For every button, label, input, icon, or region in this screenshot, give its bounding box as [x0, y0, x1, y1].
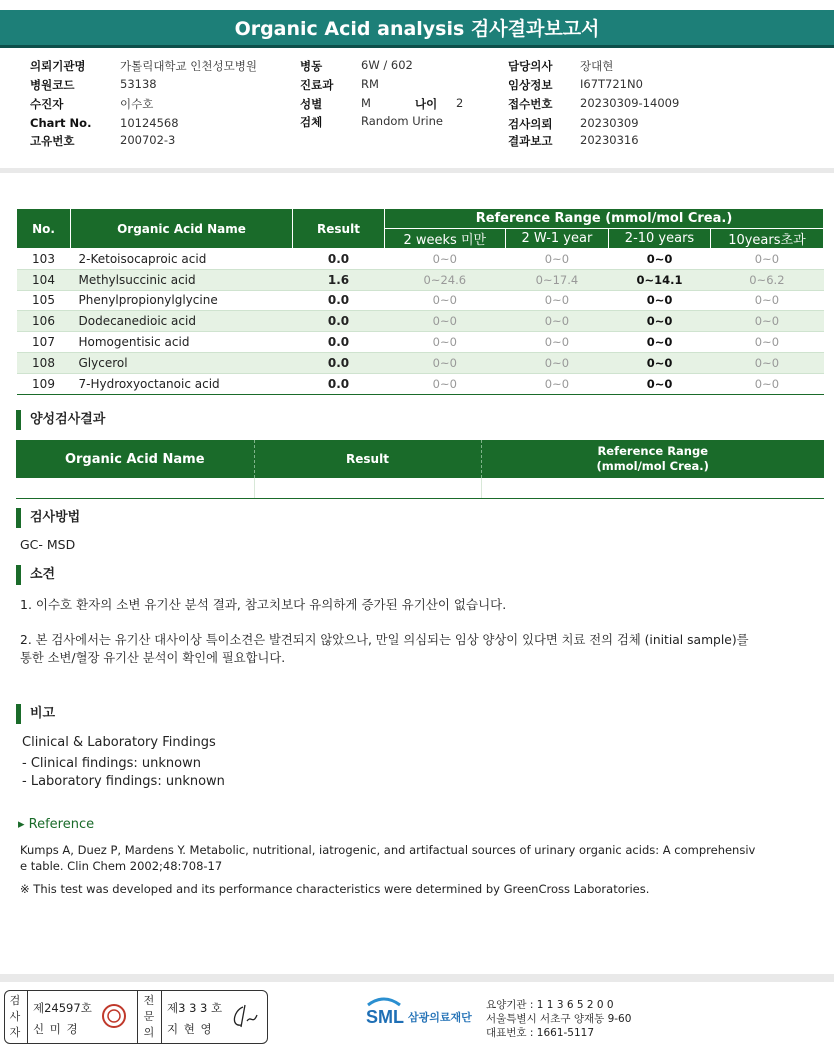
tester-name: 신 미 경	[33, 1022, 79, 1036]
info-label-institution: 의뢰기관명	[30, 59, 86, 73]
cell-range-1: 0~0	[385, 352, 506, 373]
info-value-unique-no: 200702-3	[120, 133, 176, 147]
opinion-heading: 소견	[16, 565, 55, 585]
cell-no: 109	[17, 373, 71, 394]
table-row	[17, 269, 824, 290]
cell-range-1: 0~0	[385, 373, 506, 394]
info-value-department: RM	[361, 77, 379, 91]
cell-range-3: 0~14.1	[609, 269, 711, 290]
remarks-title: Clinical & Laboratory Findings	[22, 735, 216, 750]
remarks-clinical: - Clinical findings: unknown	[22, 756, 201, 771]
opinion-paragraph-2-line1: 2. 본 검사에서는 유기산 대사이상 특이소견은 발견되지 않았으나, 만일 의심되는 임상 양상이 있다면 치료 전의 검체 (initial sample)를	[20, 633, 749, 647]
table-row	[17, 332, 824, 353]
col-header-name: Organic Acid Name	[71, 209, 293, 249]
cell-range-1: 0~0	[385, 332, 506, 353]
table-row	[17, 311, 824, 332]
cell-no: 107	[17, 332, 71, 353]
cell-result: 1.6	[293, 269, 385, 290]
info-label-chart-no: Chart No.	[30, 116, 92, 130]
col-header-no: No.	[17, 209, 71, 249]
footer-address	[486, 998, 631, 1040]
cell-range-4: 0~0	[710, 373, 823, 394]
positive-results-table	[16, 440, 824, 499]
col-header-result: Result	[293, 209, 385, 249]
cell-range-1: 0~24.6	[385, 269, 506, 290]
table-row	[17, 373, 824, 394]
cell-range-1: 0~0	[385, 311, 506, 332]
info-label-age: 나이	[415, 97, 438, 111]
col-header-range-4: 10years초과	[710, 229, 823, 249]
cell-range-2: 0~0	[505, 290, 609, 311]
reference-citation-line1: Kumps A, Duez P, Mardens Y. Metabolic, nutritional, iatrogenic, and artifactual sources of urinary organic acids: A comprehensiv	[20, 843, 756, 857]
info-value-report-date: 20230316	[580, 133, 639, 147]
info-value-receipt-no: 20230309-14009	[580, 96, 680, 110]
cell-result: 0.0	[293, 332, 385, 353]
cell-range-3: 0~0	[609, 352, 711, 373]
info-value-sex: M	[361, 96, 371, 110]
divider-band	[0, 168, 834, 173]
info-label-report-date: 결과보고	[508, 134, 553, 148]
cell-no: 103	[17, 249, 71, 270]
doctor-vertical-label: 전 문 의	[143, 994, 155, 1039]
cell-result: 0.0	[293, 311, 385, 332]
cell-range-1: 0~0	[385, 290, 506, 311]
cell-range-1: 0~0	[385, 249, 506, 270]
info-value-doctor: 장대현	[580, 59, 614, 73]
col-header-range-2: 2 W-1 year	[505, 229, 609, 249]
remarks-laboratory: - Laboratory findings: unknown	[22, 774, 225, 789]
info-label-doctor: 담당의사	[508, 59, 553, 73]
cell-range-3: 0~0	[609, 249, 711, 270]
cell-range-2: 0~0	[505, 249, 609, 270]
table-row	[17, 352, 824, 373]
opinion-paragraph-1: 1. 이수호 환자의 소변 유기산 분석 결과, 참고치보다 유의하게 증가된 유기산이 없습니다.	[20, 597, 507, 612]
patient-info	[0, 56, 834, 154]
cell-range-3: 0~0	[609, 373, 711, 394]
info-label-unique-no: 고유번호	[30, 134, 75, 148]
info-value-ward: 6W / 602	[361, 58, 413, 72]
positive-col-name: Organic Acid Name	[16, 440, 254, 478]
doctor-signature-icon	[227, 1001, 263, 1033]
cell-no: 104	[17, 269, 71, 290]
cell-result: 0.0	[293, 290, 385, 311]
info-label-receipt-no: 접수번호	[508, 97, 553, 111]
info-label-request-date: 검사의뢰	[508, 117, 553, 131]
sml-logo-icon	[364, 995, 484, 1035]
cell-range-3: 0~0	[609, 311, 711, 332]
reference-citation-line2: e table. Clin Chem 2002;48:708-17	[20, 859, 223, 873]
tester-license-no: 제24597호	[33, 1001, 92, 1015]
cell-result: 0.0	[293, 249, 385, 270]
positive-col-result: Result	[254, 440, 481, 478]
cell-range-3: 0~0	[609, 290, 711, 311]
positive-col-reference	[481, 440, 824, 478]
info-label-sex: 성별	[300, 97, 323, 111]
col-header-range-3: 2-10 years	[609, 229, 711, 249]
info-label-clinical-info: 임상정보	[508, 78, 553, 92]
footer-institution-code: 요양기관 : 1 1 3 6 5 2 0 0	[486, 999, 614, 1011]
col-header-reference: Reference Range (mmol/mol Crea.)	[385, 209, 824, 229]
results-table	[16, 208, 824, 395]
cell-result: 0.0	[293, 352, 385, 373]
cell-no: 106	[17, 311, 71, 332]
cell-name: Methylsuccinic acid	[71, 269, 293, 290]
method-heading: 검사방법	[16, 508, 80, 528]
cell-range-4: 0~6.2	[710, 269, 823, 290]
cell-no: 105	[17, 290, 71, 311]
cell-range-4: 0~0	[710, 290, 823, 311]
cell-range-2: 0~0	[505, 352, 609, 373]
organization-logo	[364, 995, 484, 1038]
cell-name: Glycerol	[71, 352, 293, 373]
positive-ref-line2: (mmol/mol Crea.)	[596, 459, 709, 473]
cell-name: Dodecanedioic acid	[71, 311, 293, 332]
reference-note: ※ This test was developed and its performance characteristics were determined by GreenCross Laboratories.	[20, 882, 650, 896]
doctor-license-no: 제3 3 3 호	[167, 1001, 223, 1015]
logo-text: SML	[366, 1007, 404, 1027]
footer-divider	[0, 974, 834, 982]
table-row	[16, 478, 824, 498]
doctor-name: 지 현 영	[167, 1022, 213, 1036]
col-header-range-1: 2 weeks 미만	[385, 229, 506, 249]
positive-ref-line1: Reference Range	[597, 444, 709, 458]
info-value-patient: 이수호	[120, 97, 154, 111]
tester-vertical-label: 검 사 자	[9, 994, 21, 1039]
remarks-heading: 비고	[16, 704, 55, 724]
cell-range-3: 0~0	[609, 332, 711, 353]
organization-name: 삼광의료재단	[408, 1011, 472, 1024]
cell-range-4: 0~0	[710, 332, 823, 353]
info-value-specimen: Random Urine	[361, 114, 443, 128]
tester-seal-icon	[101, 1003, 127, 1029]
table-row	[17, 249, 824, 270]
info-value-hospital-code: 53138	[120, 77, 157, 91]
report-title: Organic Acid analysis 검사결과보고서	[0, 10, 834, 48]
footer-address-line: 서울특별시 서초구 양재동 9-60	[486, 1013, 632, 1025]
table-row	[17, 290, 824, 311]
cell-range-4: 0~0	[710, 249, 823, 270]
cell-name: 7-Hydroxyoctanoic acid	[71, 373, 293, 394]
cell-range-4: 0~0	[710, 352, 823, 373]
cell-name: Phenylpropionylglycine	[71, 290, 293, 311]
positive-results-heading: 양성검사결과	[16, 410, 105, 430]
cell-range-2: 0~17.4	[505, 269, 609, 290]
cell-range-4: 0~0	[710, 311, 823, 332]
opinion-paragraph-2-line2: 통한 소변/혈장 유기산 분석이 확인에 필요합니다.	[20, 651, 286, 665]
cell-range-2: 0~0	[505, 373, 609, 394]
info-value-clinical-info: I67T721N0	[580, 77, 643, 91]
info-value-chart-no: 10124568	[120, 116, 179, 130]
info-label-ward: 병동	[300, 59, 323, 73]
info-label-department: 진료과	[300, 78, 334, 92]
cell-name: Homogentisic acid	[71, 332, 293, 353]
info-value-institution: 가톨릭대학교 인천성모병원	[120, 59, 257, 73]
info-label-hospital-code: 병원코드	[30, 78, 75, 92]
cell-result: 0.0	[293, 373, 385, 394]
info-label-specimen: 검체	[300, 115, 323, 129]
cell-range-2: 0~0	[505, 311, 609, 332]
footer-phone: 대표번호 : 1661-5117	[486, 1027, 595, 1039]
reference-heading: ▸ Reference	[18, 817, 95, 832]
cell-name: 2-Ketoisocaproic acid	[71, 249, 293, 270]
cell-no: 108	[17, 352, 71, 373]
method-text: GC- MSD	[20, 537, 76, 552]
signature-box	[4, 990, 268, 1044]
info-value-request-date: 20230309	[580, 116, 639, 130]
info-value-age: 2	[456, 96, 464, 110]
info-label-patient: 수진자	[30, 97, 64, 111]
cell-range-2: 0~0	[505, 332, 609, 353]
